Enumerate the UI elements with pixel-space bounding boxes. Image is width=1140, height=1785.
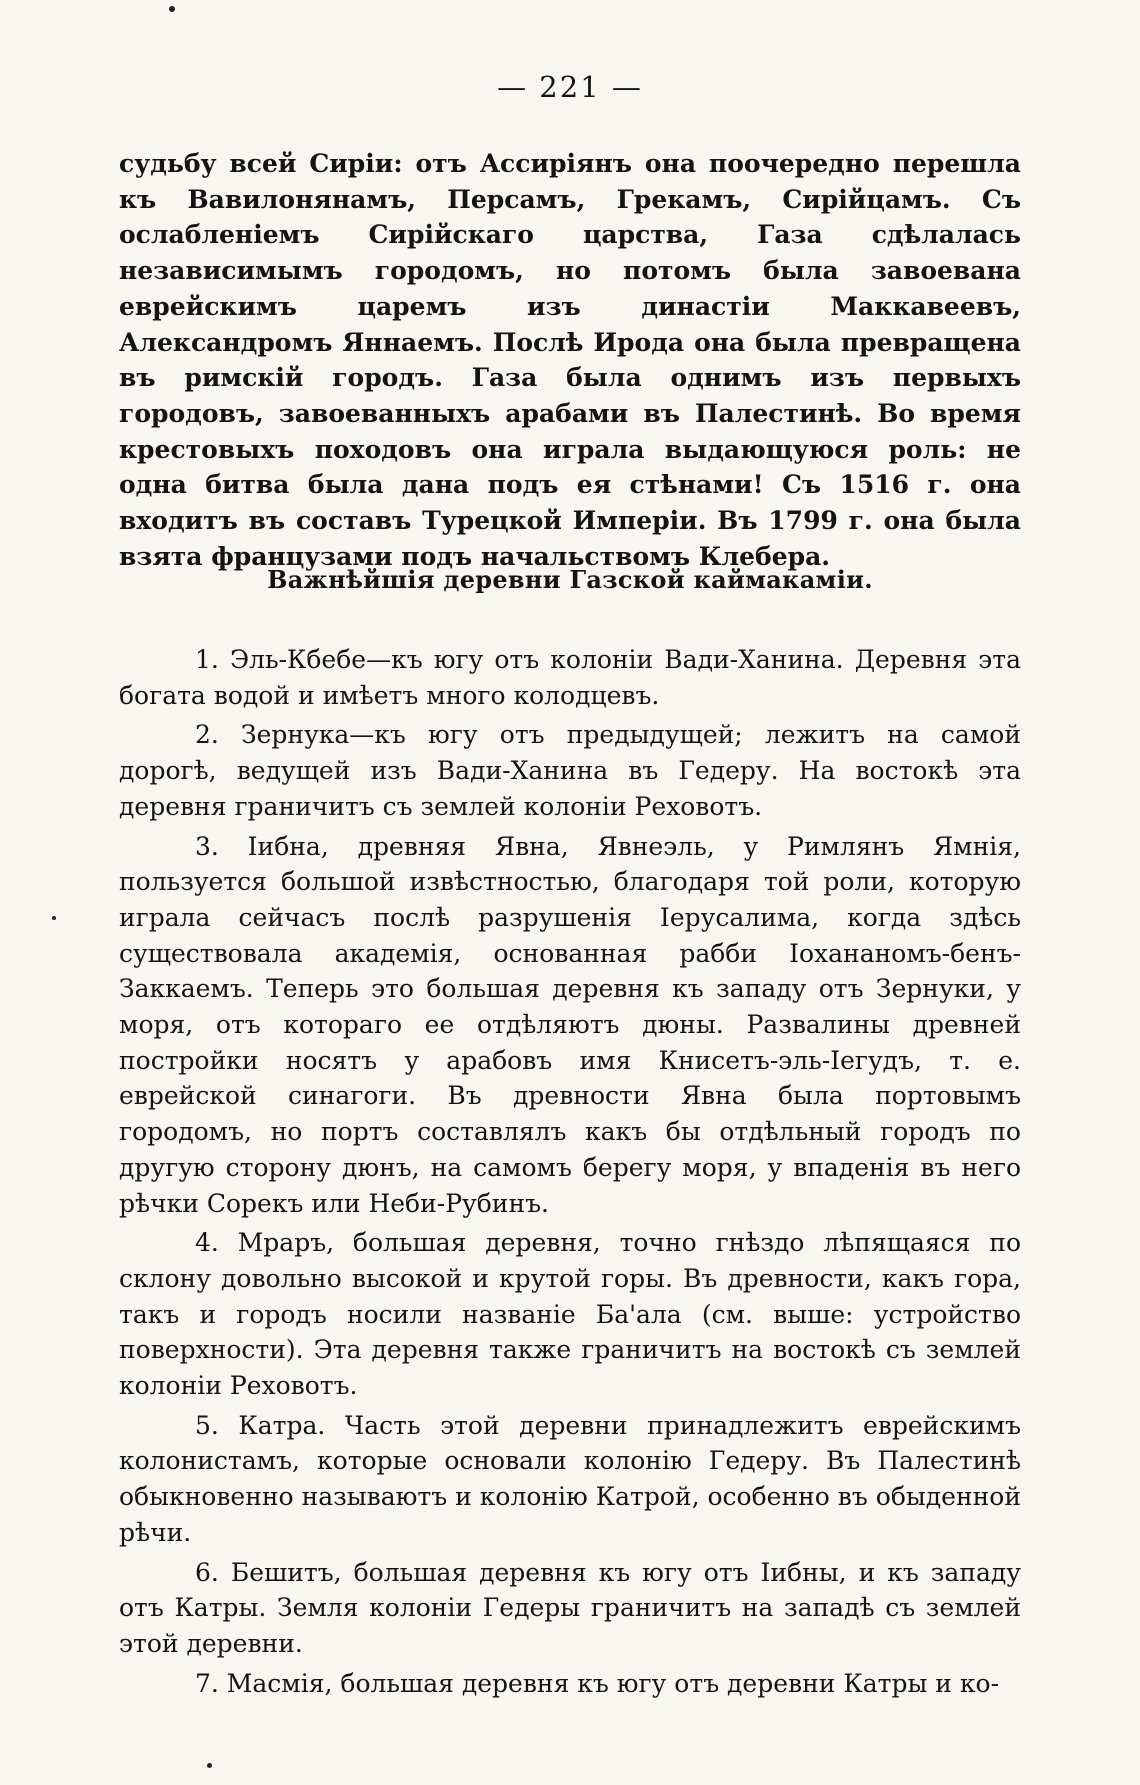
section-heading: Важнѣйшія деревни Газской каймакаміи. <box>267 565 873 594</box>
print-speck <box>52 916 56 920</box>
village-entry-yibna: 3. Іибна, древняя Явна, Явнеэль, у Римлянъ Ямнія, пользуется большой извѣстностью, благодаря той роли, которую играла сейчасъ послѣ разрушенія Іерусалима, когда здѣсь существовала академія, основанная рабби Іохананомъ-бенъ-Заккаемъ. Теперь это большая деревня къ западу отъ Зернуки, у моря, отъ котораго ее отдѣляютъ дюны. Развалины древней постройки носятъ у арабовъ имя Книсетъ-эль-Іегудъ, т. е. еврейской синагоги. Въ древности Явна была портовымъ городомъ, но портъ составлялъ какъ бы отдѣльный городъ по другую сторону дюнъ, на самомъ берегу моря, у впаденія въ него рѣчки Сорекъ или Неби-Рубинъ. <box>119 831 1021 1218</box>
village-entry-masmiya: 7. Масмія, большая деревня къ югу отъ деревни Катры и ко- <box>195 1668 1000 1698</box>
village-entry-el-kbebe: 1. Эль-Кбебе—къ югу отъ колоніи Вади-Ханина. Деревня эта богата водой и имѣетъ много колодцевъ. <box>119 645 1021 710</box>
village-entry-katra: 5. Катра. Часть этой деревни принадлежитъ еврейскимъ колонистамъ, которые основали колонію Гедеру. Въ Палестинѣ обыкновенно называютъ и колонію Катрой, особенно въ обыденной рѣчи. <box>119 1410 1021 1547</box>
opening-paragraph: судьбу всей Сиріи: отъ Ассиріянъ она поочередно перешла къ Вавилонянамъ, Персамъ, Грекамъ, Сирійцамъ. Съ ослабленіемъ Сирійскаго царства, Газа сдѣлалась независимымъ городомъ, но потомъ была завоевана еврейскимъ царемъ изъ династіи Маккавеевъ, Александромъ Яннаемъ. Послѣ Ирода она была превращена въ римскій городъ. Газа была однимъ изъ первыхъ городовъ, завоеванныхъ арабами въ Палестинѣ. Во время крестовыхъ походовъ она играла выдающуюся роль: не одна битва была дана подъ ея стѣнами! Съ 1516 г. она входитъ въ составъ Турецкой Имперіи. Въ 1799 г. она была взята французами подъ начальствомъ Клебера. <box>119 149 1021 571</box>
village-entry-zernuka: 2. Зернука—къ югу отъ предыдущей; лежитъ на самой дорогѣ, ведущей изъ Вади-Ханина въ Гедеру. На востокѣ эта деревня граничитъ съ землей колоніи Реховотъ. <box>119 720 1021 821</box>
print-speck <box>169 6 175 12</box>
village-list <box>119 642 1021 1705</box>
print-speck <box>207 1763 212 1768</box>
page-number: — 221 — <box>497 70 643 104</box>
village-entry-beshit: 6. Бешитъ, большая деревня къ югу отъ Іибны, и къ западу отъ Катры. Земля колоніи Гедеры граничитъ на западѣ съ землей этой деревни. <box>119 1557 1021 1658</box>
village-entry-mrar: 4. Мраръ, большая деревня, точно гнѣздо лѣпящаяся по склону довольно высокой и крутой горы. Въ древности, какъ гора, такъ и городъ носили названіе Ба'ала (см. выше: устройство поверхности). Эта деревня также граничитъ на востокѣ съ землей колоніи Реховотъ. <box>119 1228 1021 1401</box>
